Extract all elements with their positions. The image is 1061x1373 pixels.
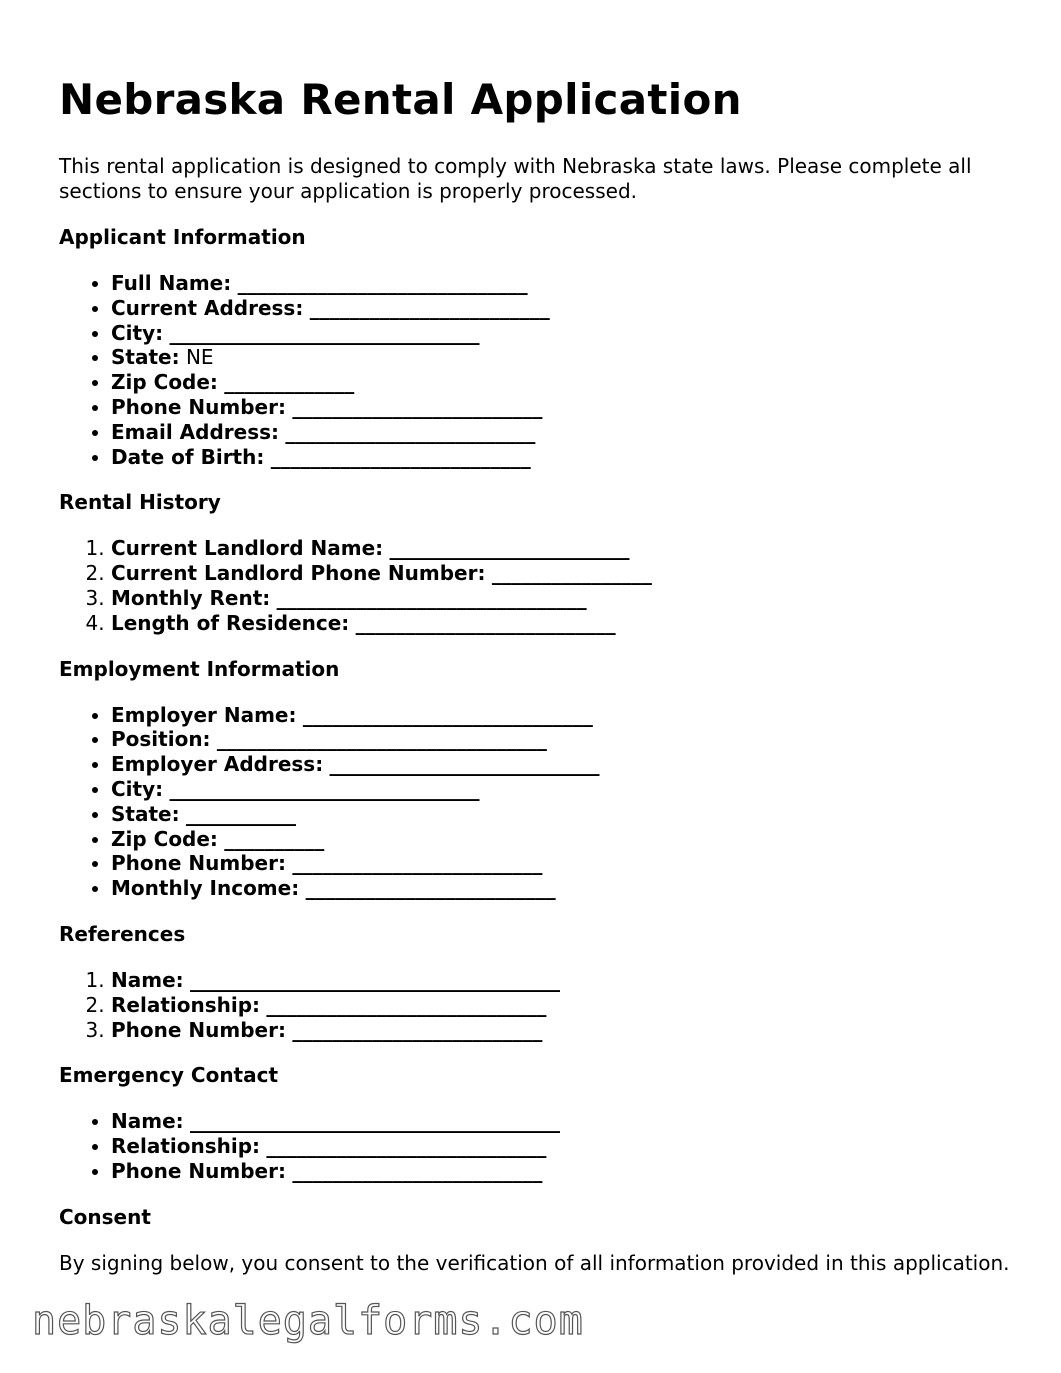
reference-phone-field[interactable]: _________________________ bbox=[292, 1017, 543, 1042]
length-of-residence-field[interactable]: __________________________ bbox=[355, 610, 616, 635]
list-item-monthly-income: • Monthly Income: _________________________ bbox=[111, 876, 1019, 901]
monthly-income-field[interactable]: _________________________ bbox=[305, 876, 556, 901]
employer-city-field[interactable]: _______________________________ bbox=[169, 776, 480, 801]
section-heading-emergency-contact: Emergency Contact bbox=[59, 1063, 279, 1088]
list-item-phone-number: • Phone Number: _________________________ bbox=[111, 395, 1019, 420]
employer-phone-field[interactable]: _________________________ bbox=[292, 851, 543, 876]
email-address-field[interactable]: _________________________ bbox=[285, 419, 536, 444]
emergency-contact-list bbox=[59, 1109, 1019, 1183]
list-item-current-address: • Current Address: ________________________ bbox=[111, 296, 1019, 321]
full-name-field[interactable]: _____________________________ bbox=[237, 271, 528, 295]
list-item-emergency-phone: • Phone Number: _________________________ bbox=[111, 1159, 1019, 1184]
city-field[interactable]: _______________________________ bbox=[169, 320, 480, 345]
list-item-employer-state: • State: ___________ bbox=[111, 802, 1019, 827]
zip-code-field[interactable]: _____________ bbox=[224, 370, 355, 395]
list-item-emergency-relationship: • Relationship: ____________________________ bbox=[111, 1134, 1019, 1159]
list-item-reference-phone: 3. Phone Number: _________________________ bbox=[111, 1018, 1019, 1043]
employer-state-field[interactable]: ___________ bbox=[185, 801, 296, 826]
emergency-relationship-field[interactable]: ____________________________ bbox=[266, 1134, 547, 1159]
list-item-employer-phone: • Phone Number: _________________________ bbox=[111, 851, 1019, 876]
section-heading-applicant: Applicant Information bbox=[59, 225, 306, 249]
page-title: Nebraska Rental Application bbox=[59, 75, 742, 124]
phone-number-field[interactable]: _________________________ bbox=[292, 394, 543, 419]
watermark-text: nebraskalegalforms.com bbox=[32, 1298, 584, 1344]
section-heading-references: References bbox=[59, 921, 186, 946]
date-of-birth-field[interactable]: __________________________ bbox=[270, 444, 531, 469]
references-list bbox=[59, 968, 1019, 1042]
consent-paragraph: By signing below, you consent to the verification of all information provided in this application. bbox=[59, 1250, 1010, 1275]
list-item-monthly-rent: 3. Monthly Rent: _______________________________ bbox=[111, 586, 1019, 611]
emergency-phone-field[interactable]: _________________________ bbox=[292, 1158, 543, 1183]
reference-name-field[interactable]: _____________________________________ bbox=[190, 967, 560, 992]
list-item-reference-name: 1. Name: _____________________________________ bbox=[111, 968, 1019, 993]
current-address-field[interactable]: ________________________ bbox=[309, 295, 550, 320]
list-item-employer-address: • Employer Address: ___________________________ bbox=[111, 752, 1019, 777]
section-heading-employment: Employment Information bbox=[59, 656, 340, 681]
section-heading-consent: Consent bbox=[59, 1204, 151, 1229]
list-item-employer-zip: • Zip Code: __________ bbox=[111, 827, 1019, 852]
list-item-landlord-phone: 2. Current Landlord Phone Number: ________________ bbox=[111, 561, 1019, 586]
employer-name-field[interactable]: _____________________________ bbox=[302, 702, 593, 727]
rental-history-list bbox=[59, 536, 1019, 635]
list-item-position: • Position: _________________________________ bbox=[111, 727, 1019, 752]
employment-list bbox=[59, 703, 1019, 901]
emergency-name-field[interactable]: _____________________________________ bbox=[190, 1109, 560, 1134]
list-item-city: • City: _______________________________ bbox=[111, 321, 1019, 346]
position-field[interactable]: _________________________________ bbox=[216, 727, 547, 752]
list-item-landlord-name: 1. Current Landlord Name: ________________________ bbox=[111, 536, 1019, 561]
document-page bbox=[59, 72, 1019, 1276]
list-item-email-address: • Email Address: _________________________ bbox=[111, 420, 1019, 445]
list-item-zip-code: • Zip Code: _____________ bbox=[111, 370, 1019, 395]
list-item-employer-name: • Employer Name: _____________________________ bbox=[111, 703, 1019, 728]
monthly-rent-field[interactable]: _______________________________ bbox=[276, 585, 587, 610]
list-item-full-name: • Full Name: _____________________________ bbox=[111, 271, 1019, 296]
state-value: NE bbox=[185, 345, 214, 370]
section-heading-rental-history: Rental History bbox=[59, 490, 221, 515]
applicant-list bbox=[59, 271, 1019, 469]
employer-zip-field[interactable]: __________ bbox=[224, 826, 325, 851]
list-item-reference-relationship: 2. Relationship: ____________________________ bbox=[111, 993, 1019, 1018]
intro-paragraph: This rental application is designed to comply with Nebraska state laws. Please complete all sections to ensure your application is properly processed. bbox=[59, 154, 972, 203]
list-item-length-of-residence: 4. Length of Residence: __________________________ bbox=[111, 611, 1019, 636]
list-item-emergency-name: • Name: _____________________________________ bbox=[111, 1109, 1019, 1134]
landlord-phone-field[interactable]: ________________ bbox=[491, 561, 652, 586]
list-item-date-of-birth: • Date of Birth: __________________________ bbox=[111, 445, 1019, 470]
employer-address-field[interactable]: ___________________________ bbox=[329, 752, 600, 777]
list-item-employer-city: • City: _______________________________ bbox=[111, 777, 1019, 802]
list-item-state: • State: NE bbox=[111, 345, 1019, 370]
landlord-name-field[interactable]: ________________________ bbox=[389, 536, 630, 561]
reference-relationship-field[interactable]: ____________________________ bbox=[266, 992, 547, 1017]
